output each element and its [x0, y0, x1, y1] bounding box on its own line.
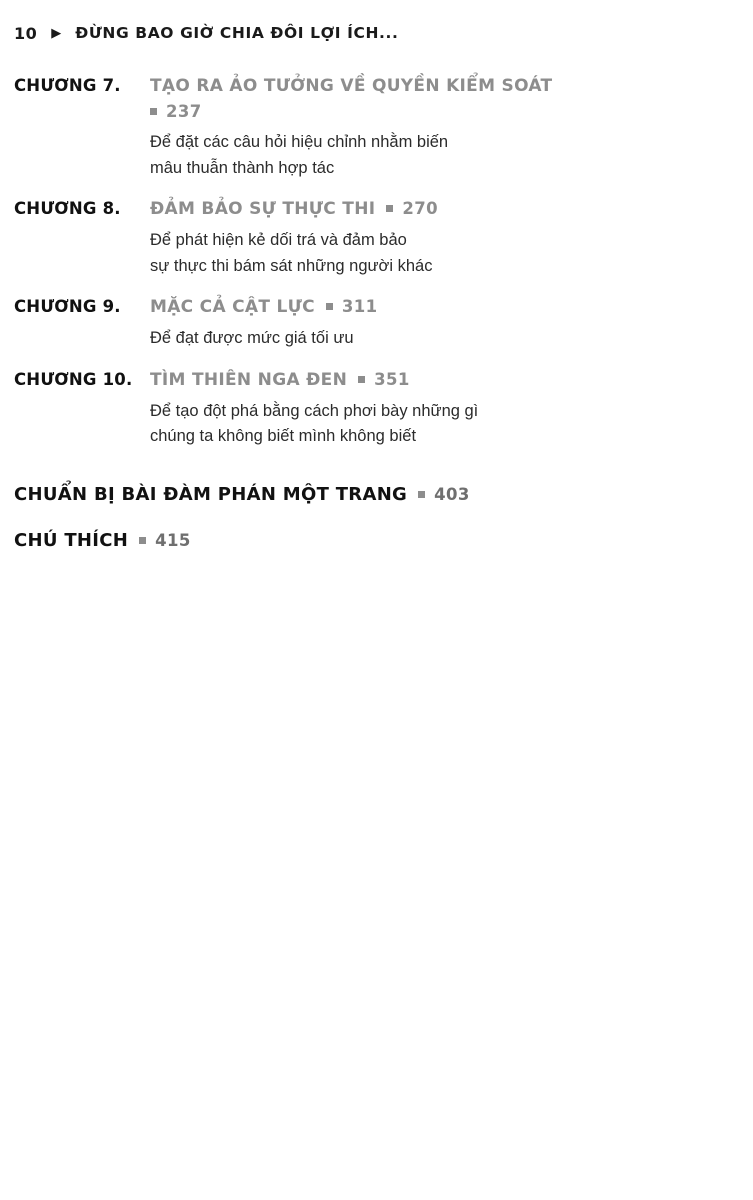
square-bullet-icon: [386, 205, 393, 212]
description-line: mâu thuẫn thành hợp tác: [150, 158, 335, 177]
toc-entry[interactable]: [14, 370, 739, 450]
page-number: 351: [374, 369, 410, 389]
chapter-description: [150, 228, 620, 279]
square-bullet-icon: [139, 537, 146, 544]
chapter-label: CHƯƠNG 8.: [14, 199, 121, 219]
chapter-title: TÌM THIÊN NGA ĐEN: [150, 369, 348, 390]
description-line: Để tạo đột phá bằng cách phơi bày những gì: [150, 401, 479, 420]
description-line: chúng ta không biết mình không biết: [150, 427, 417, 446]
chapter-title: ĐẢM BẢO SỰ THỰC THI: [150, 199, 376, 220]
toc-entry[interactable]: [14, 199, 739, 279]
chapter-label: CHƯƠNG 10.: [14, 369, 133, 389]
page-number: 270: [402, 199, 439, 219]
chapter-title: MẶC CẢ CẬT LỰC: [150, 297, 315, 318]
chapter-description: [150, 130, 620, 181]
square-bullet-icon: [326, 303, 333, 310]
page-number: 237: [166, 102, 202, 121]
toc-entry-back-matter[interactable]: [14, 530, 739, 551]
description-line: Để đạt được mức giá tối ưu: [150, 329, 354, 348]
chapter-description: [150, 326, 620, 352]
page-number: 415: [155, 530, 191, 550]
chapter-label: CHƯƠNG 9.: [14, 297, 121, 317]
triangle-right-icon: ▶: [51, 24, 62, 40]
back-matter-title: CHUẨN BỊ BÀI ĐÀM PHÁN MỘT TRANG: [14, 483, 408, 505]
chapter-label: CHƯƠNG 7.: [14, 76, 121, 95]
running-head-title: ĐỪNG BAO GIỜ CHIA ĐÔI LỢI ÍCH...: [75, 24, 399, 42]
chapter-description: [150, 399, 620, 450]
toc-entry-head: [14, 199, 739, 219]
running-head: [0, 0, 753, 50]
back-matter-title: CHÚ THÍCH: [14, 529, 129, 551]
description-line: Để đặt các câu hỏi hiệu chỉnh nhằm biến: [150, 133, 449, 151]
chapter-title: TẠO RA ẢO TƯỞNG VỀ QUYỀN KIỂM SOÁT: [150, 76, 553, 96]
toc-entry-back-matter[interactable]: [14, 484, 739, 505]
toc-entry[interactable]: [14, 297, 739, 352]
toc-entry-head: [14, 76, 739, 96]
description-line: sự thực thi bám sát những người khác: [150, 256, 433, 275]
square-bullet-icon: [358, 376, 365, 383]
square-bullet-icon: [418, 491, 425, 498]
toc-entry[interactable]: [14, 76, 739, 181]
back-matter-list: [0, 484, 753, 551]
square-bullet-icon: [150, 108, 157, 115]
toc-entry-head: [14, 297, 739, 317]
page-folio: 10: [14, 23, 38, 43]
page-number: 311: [341, 297, 378, 317]
page-number: 403: [434, 484, 470, 504]
table-of-contents: [0, 76, 753, 450]
description-line: Để phát hiện kẻ dối trá và đảm bảo: [150, 231, 407, 250]
toc-entry-head: [14, 370, 739, 390]
toc-page-marker: [150, 102, 739, 121]
